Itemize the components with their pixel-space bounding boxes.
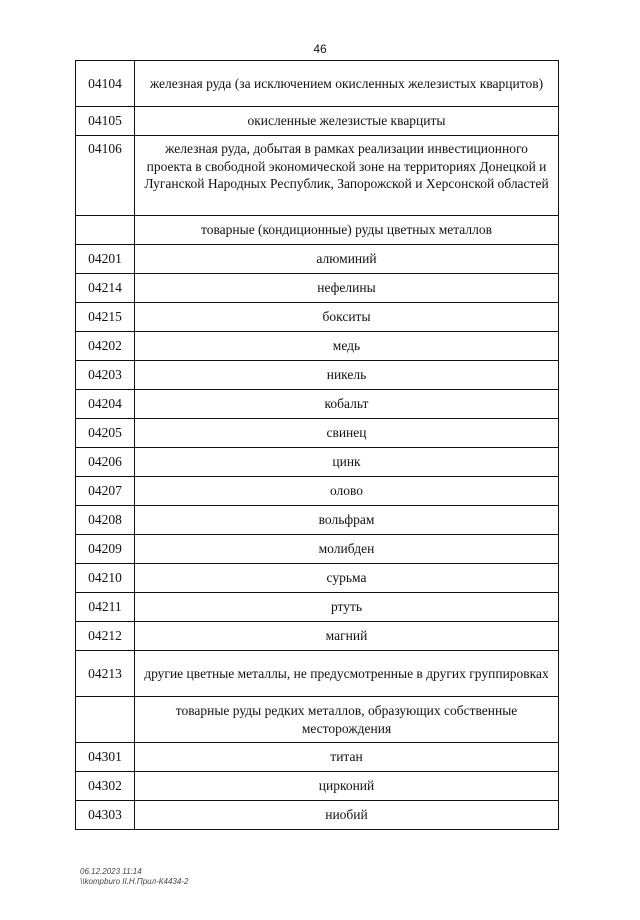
description-cell: ртуть bbox=[135, 593, 559, 622]
table-row bbox=[76, 419, 559, 448]
description-cell: нефелины bbox=[135, 274, 559, 303]
description-cell: медь bbox=[135, 332, 559, 361]
description-cell: магний bbox=[135, 622, 559, 651]
table-row bbox=[76, 651, 559, 697]
table-row bbox=[76, 448, 559, 477]
description-cell: вольфрам bbox=[135, 506, 559, 535]
code-cell: 04104 bbox=[76, 61, 135, 107]
table-row bbox=[76, 622, 559, 651]
description-cell: товарные руды редких металлов, образующих собственные месторождения bbox=[135, 697, 559, 743]
footer-timestamp: 06.12.2023 11:14 bbox=[80, 867, 142, 876]
code-cell: 04210 bbox=[76, 564, 135, 593]
table-row bbox=[76, 772, 559, 801]
table-row bbox=[76, 535, 559, 564]
description-cell: никель bbox=[135, 361, 559, 390]
code-cell: 04212 bbox=[76, 622, 135, 651]
page-number: 46 bbox=[313, 42, 327, 56]
description-cell: титан bbox=[135, 743, 559, 772]
description-cell: сурьма bbox=[135, 564, 559, 593]
code-cell: 04203 bbox=[76, 361, 135, 390]
code-cell: 04214 bbox=[76, 274, 135, 303]
table-row bbox=[76, 743, 559, 772]
description-cell: ниобий bbox=[135, 801, 559, 830]
table-row bbox=[76, 303, 559, 332]
description-cell: олово bbox=[135, 477, 559, 506]
table-row bbox=[76, 390, 559, 419]
code-cell: 04302 bbox=[76, 772, 135, 801]
code-cell: 04105 bbox=[76, 107, 135, 136]
code-cell: 04301 bbox=[76, 743, 135, 772]
code-cell bbox=[76, 697, 135, 743]
description-cell: свинец bbox=[135, 419, 559, 448]
table-row bbox=[76, 361, 559, 390]
description-cell: бокситы bbox=[135, 303, 559, 332]
description-cell: товарные (кондиционные) руды цветных металлов bbox=[135, 216, 559, 245]
table-row bbox=[76, 274, 559, 303]
code-cell: 04208 bbox=[76, 506, 135, 535]
table-row bbox=[76, 61, 559, 107]
description-cell: алюминий bbox=[135, 245, 559, 274]
table-row bbox=[76, 593, 559, 622]
description-cell: молибден bbox=[135, 535, 559, 564]
code-cell: 04303 bbox=[76, 801, 135, 830]
code-cell: 04213 bbox=[76, 651, 135, 697]
code-cell: 04205 bbox=[76, 419, 135, 448]
code-cell bbox=[76, 216, 135, 245]
table-row bbox=[76, 477, 559, 506]
description-cell: железная руда, добытая в рамках реализации инвестиционного проекта в свободной экономической зоне на территориях Донецкой и Луганской Народных Республик, Запорожской и Херсонской областей bbox=[135, 136, 559, 216]
code-cell: 04204 bbox=[76, 390, 135, 419]
table-row bbox=[76, 801, 559, 830]
table-row bbox=[76, 506, 559, 535]
code-cell: 04206 bbox=[76, 448, 135, 477]
code-cell: 04209 bbox=[76, 535, 135, 564]
code-cell: 04201 bbox=[76, 245, 135, 274]
description-cell: другие цветные металлы, не предусмотренные в других группировках bbox=[135, 651, 559, 697]
classification-table bbox=[75, 60, 559, 830]
code-cell: 04202 bbox=[76, 332, 135, 361]
table-row bbox=[76, 332, 559, 361]
description-cell: окисленные железистые кварциты bbox=[135, 107, 559, 136]
table-row bbox=[76, 697, 559, 743]
document-footer bbox=[80, 867, 188, 887]
description-cell: цирконий bbox=[135, 772, 559, 801]
code-cell: 04106 bbox=[76, 136, 135, 216]
table-row bbox=[76, 245, 559, 274]
table-row bbox=[76, 216, 559, 245]
code-cell: 04211 bbox=[76, 593, 135, 622]
code-cell: 04215 bbox=[76, 303, 135, 332]
footer-file-path: \\kompburo II.Н.Прил-К4434-2 bbox=[80, 877, 189, 886]
description-cell: железная руда (за исключением окисленных железистых кварцитов) bbox=[135, 61, 559, 107]
description-cell: цинк bbox=[135, 448, 559, 477]
table-row bbox=[76, 107, 559, 136]
description-cell: кобальт bbox=[135, 390, 559, 419]
table-row bbox=[76, 136, 559, 216]
code-cell: 04207 bbox=[76, 477, 135, 506]
table-row bbox=[76, 564, 559, 593]
